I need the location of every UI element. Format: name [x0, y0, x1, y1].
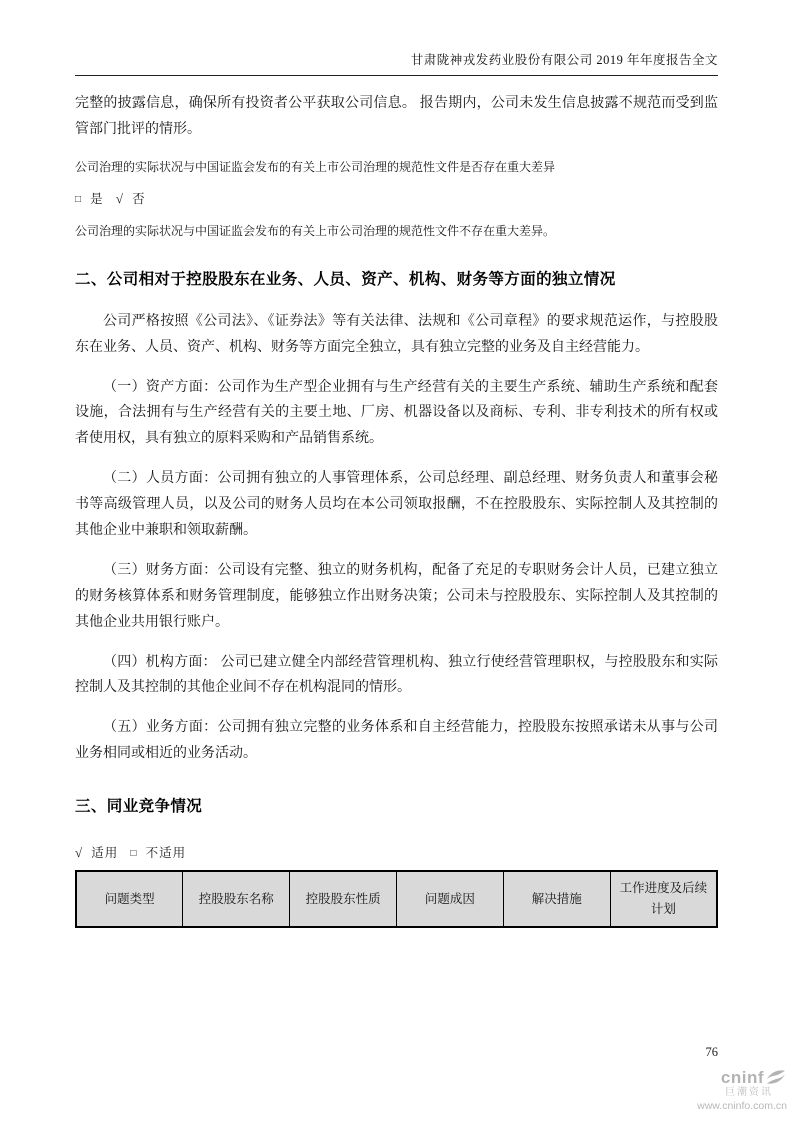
- governance-statement: 公司治理的实际状况与中国证监会发布的有关上市公司治理的规范性文件不存在重大差异。: [75, 223, 556, 238]
- check-mark-icon: √: [115, 190, 124, 206]
- cninfo-url: www.cninfo.com.cn: [697, 1099, 787, 1112]
- independence-paragraph-finance: （三）财务方面：公司设有完整、独立的财务机构，配备了充足的专职财务会计人员，已建立独立的财务核算体系和财务管理制度，能够独立作出财务决策；公司未与控股股东、实际控制人及其控制的其他企业共用银行账户。: [75, 562, 718, 630]
- report-title: 甘肃陇神戎发药业股份有限公司 2019 年年度报告全文: [410, 53, 718, 67]
- check-mark-icon: √: [75, 845, 84, 861]
- col-header-progress-plan: 工作进度及后续计划: [610, 871, 717, 927]
- col-header-shareholder-nature: 控股股东性质: [290, 871, 397, 927]
- checkbox-unchecked-icon: □: [130, 848, 138, 860]
- independence-paragraph-business: （五）业务方面：公司拥有独立完整的业务体系和自主经营能力，控股股东按照承诺未从事与公司业务相同或相近的业务活动。: [75, 720, 718, 762]
- independence-paragraph-organization: （四）机构方面： 公司已建立健全内部经营管理机构、独立行使经营管理职权，与控股股东和实际控制人及其控制的其他企业间不存在机构混同的情形。: [75, 654, 718, 696]
- independence-paragraph: 公司严格按照《公司法》、《证券法》等有关法律、法规和《公司章程》的要求规范运作，与控股股东在业务、人员、资产、机构、财务等方面完全独立，具有独立完整的业务及自主经营能力。: [75, 313, 718, 355]
- cninfo-logo-text: cninf: [720, 1067, 764, 1087]
- col-header-shareholder-name: 控股股东名称: [183, 871, 290, 927]
- independence-paragraph-personnel: （二）人员方面：公司拥有独立的人事管理体系，公司总经理、副总经理、财务负责人和董事会秘书等高级管理人员，以及公司的财务人员均在本公司领取报酬，不在控股股东、实际控制人及其控制的其他企业中兼职和领取薪酬。: [75, 471, 718, 539]
- governance-question: 公司治理的实际状况与中国证监会发布的有关上市公司治理的规范性文件是否存在重大差异: [75, 159, 556, 174]
- cninfo-chinese-name: 巨潮资讯: [725, 1087, 773, 1099]
- section-heading-independence: 二、公司相对于控股股东在业务、人员、资产、机构、财务等方面的独立情况: [75, 270, 616, 288]
- applicable-label: 适用: [91, 846, 119, 861]
- applicability-line: [75, 843, 718, 861]
- header-rule: [75, 75, 718, 76]
- yes-label: 是: [90, 191, 104, 206]
- col-header-issue-cause: 问题成因: [396, 871, 503, 927]
- no-label: 否: [132, 191, 146, 206]
- not-applicable-label: 不适用: [145, 846, 187, 861]
- cninfo-swirl-icon: [765, 1067, 787, 1087]
- report-header: [75, 0, 718, 76]
- intro-paragraph: 完整的披露信息，确保所有投资者公平获取公司信息。 报告期内，公司未发生信息披露不规范而受到监管部门批评的情形。: [75, 96, 718, 137]
- col-header-solution: 解决措施: [503, 871, 610, 927]
- independence-paragraph-assets: （一）资产方面：公司作为生产型企业拥有与生产经营有关的主要生产系统、辅助生产系统和配套设施，合法拥有与生产经营有关的主要土地、厂房、机器设备以及商标、专利、非专利技术的所有权或者使用权，具有独立的原料采购和产品销售系统。: [75, 379, 718, 447]
- page-number: 76: [705, 1045, 718, 1059]
- col-header-issue-type: 问题类型: [76, 871, 183, 927]
- checkbox-unchecked-icon: □: [75, 193, 83, 205]
- competition-table: [75, 870, 718, 928]
- table-header-row: [76, 871, 717, 927]
- section-heading-competition: 三、同业竞争情况: [75, 798, 203, 816]
- governance-answer-line: [75, 189, 718, 207]
- cninfo-logo: [677, 1067, 787, 1112]
